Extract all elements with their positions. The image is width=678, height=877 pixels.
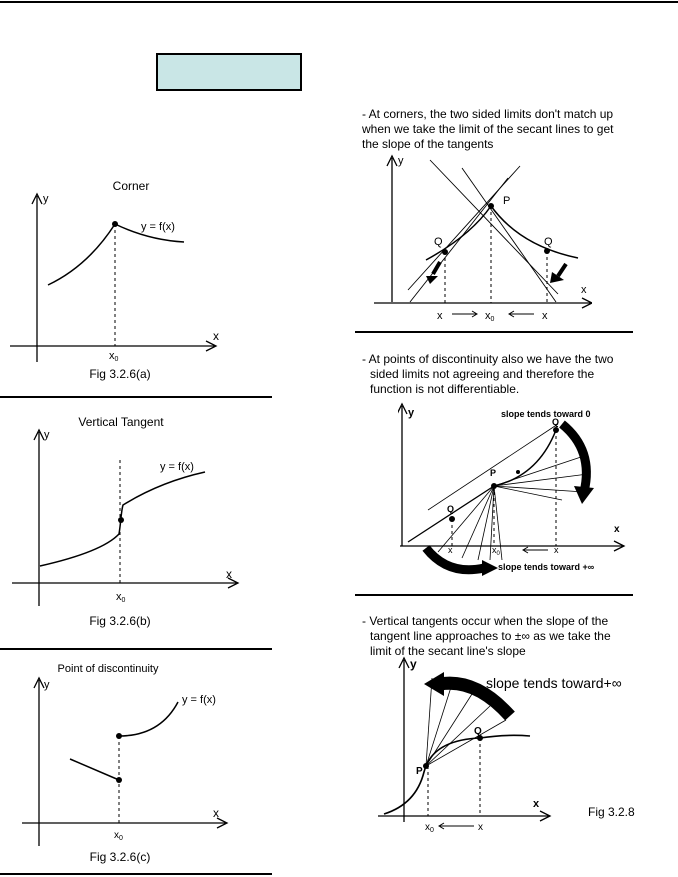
ds-y-label: y [408, 407, 415, 419]
disc-x-label: x [213, 806, 219, 820]
vs-fan-1 [426, 678, 432, 766]
cs-arrow-left [433, 262, 440, 274]
fig-b-caption: Fig 3.2.6(b) [89, 614, 151, 628]
fig-c-caption: Fig 3.2.6(c) [89, 850, 151, 864]
corner-curve [48, 224, 184, 285]
corner-title: Corner [112, 179, 150, 193]
ds-slope-bottom-label: slope tends toward +∞ [498, 562, 595, 572]
vs-big-arrowhead [424, 672, 444, 696]
disc-y-label: y [44, 679, 50, 691]
cs-q-right-label: Q [544, 236, 553, 248]
cs-q-left-label: Q [434, 236, 443, 248]
vertical-title: Vertical Tangent [78, 415, 164, 429]
vs-q-label: Q [474, 726, 482, 737]
vs-caption: Fig 3.2.8 [588, 805, 635, 819]
title-box [156, 53, 302, 91]
vs-p-label: P [416, 766, 423, 777]
cs-line-4 [462, 168, 556, 302]
corner-figure [8, 168, 230, 363]
ds-fan-top-2 [494, 456, 584, 486]
discontinuity-title: Point of discontinuity [57, 663, 159, 675]
ds-big-arrow-top [562, 424, 586, 492]
ds-x-right-label: x [554, 545, 559, 555]
cs-arrow-right [558, 264, 566, 276]
cs-curve [426, 206, 578, 260]
corners-secant-figure [370, 152, 592, 324]
vs-y-label: y [410, 657, 417, 671]
cs-line-2 [410, 178, 511, 302]
corner-func-label: y = f(x) [141, 221, 175, 233]
ds-fan-bot-1 [438, 486, 494, 552]
ds-fan-top-3 [494, 474, 588, 486]
vertical-y-label: y [44, 429, 50, 441]
ds-x-left-label: x [448, 545, 453, 555]
left-rule-1 [0, 396, 272, 398]
corner-x0-label: x0 [109, 350, 119, 363]
ds-q-top-label: Q [552, 417, 560, 427]
discontinuity-secant-figure [398, 400, 630, 582]
cs-p-label: P [503, 195, 511, 207]
vertical-func-label: y = f(x) [160, 461, 194, 473]
vs-x-right-label: x [478, 822, 483, 833]
vs-curve [384, 735, 530, 814]
cs-x-label: x [581, 284, 587, 296]
vertical-note: - Vertical tangents occur when the slope of the tangent line approaches to ±∞ as we take the limit of the secant line's slope [362, 614, 611, 658]
ds-p-label: P [490, 468, 497, 478]
right-rule-1 [355, 331, 633, 333]
corner-x-label: x [213, 329, 219, 343]
discontinuity-figure [20, 660, 230, 848]
ds-point-mid [516, 470, 520, 474]
vertical-x-label: x [226, 567, 232, 581]
vs-x-label: x [533, 798, 540, 810]
ds-q-left-label: Q [447, 504, 455, 514]
ds-right-branch [494, 430, 556, 486]
discontinuity-note: - At points of discontinuity also we have the two sided limits not agreeing and therefore the function is not differentiable. [362, 352, 614, 396]
corners-note: - At corners, the two sided limits don't match up when we take the limit of the secant lines to get the slope of the tangents [362, 107, 614, 151]
cs-x-left-label: x [437, 310, 443, 322]
disc-right-branch [119, 702, 178, 736]
disc-left-branch [70, 759, 119, 780]
disc-x0-label: $x_0$ [114, 830, 123, 842]
fig-a-caption: Fig 3.2.6(a) [89, 367, 151, 381]
vertical-tangent-figure [10, 410, 242, 608]
vs-slope-label: slope tends toward+∞ [486, 675, 622, 691]
cs-x0-label: x0 [485, 310, 495, 323]
vertical-x0-label: x0 [116, 591, 126, 604]
ds-x-label: x [614, 524, 620, 535]
vertical-secant-figure [376, 654, 666, 840]
ds-x0-label: $x_0$ [492, 545, 500, 557]
top-rule [0, 1, 678, 3]
ds-big-arrowhead-top [574, 486, 594, 504]
ds-big-arrow-bottom [426, 548, 484, 570]
corner-y-label: y [43, 193, 49, 205]
right-rule-2 [355, 594, 633, 596]
disc-func-label: y = f(x) [182, 694, 216, 706]
cs-y-label: y [398, 155, 404, 167]
ds-big-arrowhead-bottom [482, 560, 498, 576]
cs-x-right-label: x [542, 310, 548, 322]
left-rule-2 [0, 648, 272, 650]
cs-line-3 [430, 160, 558, 294]
vs-x0-label: $x_0$ [425, 822, 434, 834]
ds-slope-top-label: slope tends toward 0 [501, 409, 591, 419]
left-rule-3 [0, 873, 272, 875]
vs-fan-3 [426, 694, 472, 766]
vertical-point [118, 517, 124, 523]
